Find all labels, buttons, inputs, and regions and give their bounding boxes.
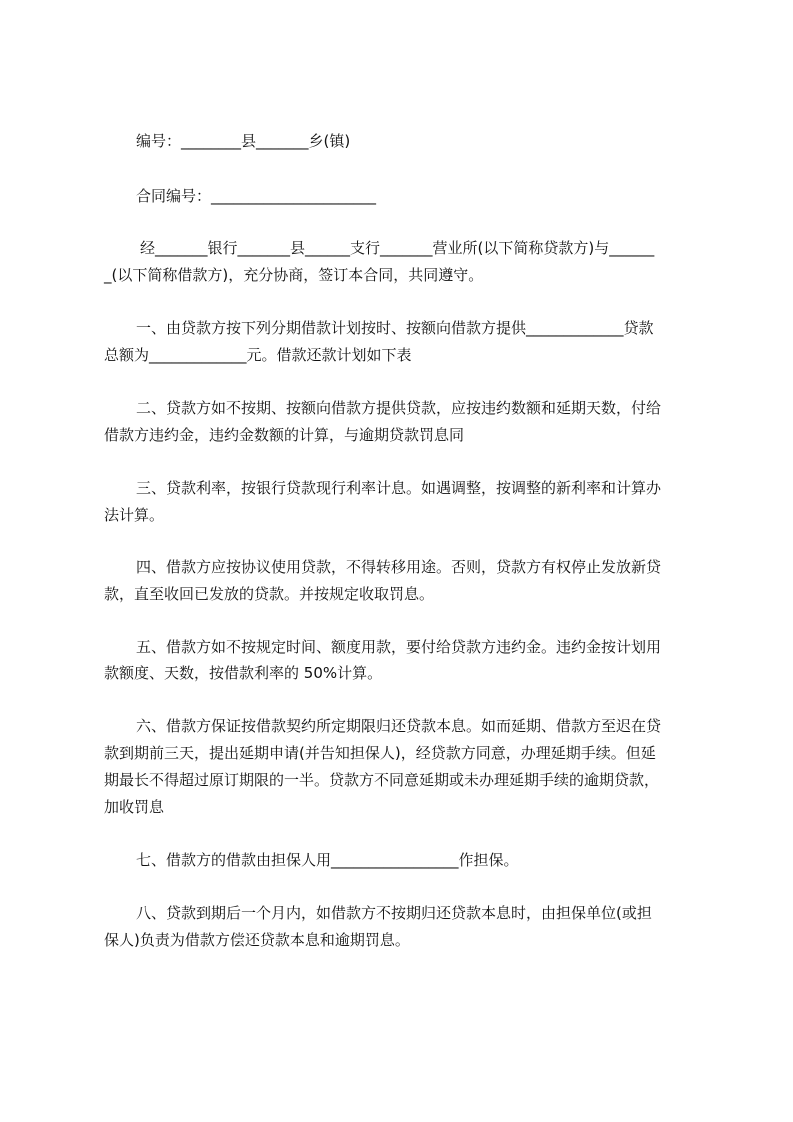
intro-line-1: 经_______银行_______县______支行_______营业所(以下简称贷款方)与______ [140, 239, 655, 257]
clause-6-line-1: 六、借款方保证按借款契约所定期限归还贷款本息。如而延期、借款方至迟在贷 [136, 717, 662, 735]
intro-line-2: _(以下简称借款方)，充分协商，签订本合同，共同遵守。 [104, 266, 484, 284]
clause-3-line-2: 法计算。 [104, 506, 165, 524]
clause-8-line-2: 保人)负责为借款方偿还贷款本息和逾期罚息。 [104, 931, 410, 949]
clause-6-line-2: 款到期前三天，提出延期申请(并告知担保人)，经贷款方同意，办理延期手续。但延 [104, 744, 656, 762]
clause-5-line-1: 五、借款方如不按规定时间、额度用款，要付给贷款方违约金。违约金按计划用 [136, 638, 662, 656]
clause-1-line-2: 总额为_____________元。借款还款计划如下表 [104, 346, 412, 364]
clause-2-line-1: 二、贷款方如不按期、按额向借款方提供贷款，应按违约数额和延期天数，付给 [136, 399, 662, 417]
clause-7-line-1: 七、借款方的借款由担保人用_________________作担保。 [136, 851, 519, 869]
contract-number-line: 合同编号：______________________ [136, 187, 377, 205]
clause-1-line-1: 一、由贷款方按下列分期借款计划按时、按额向借款方提供_____________贷款 [136, 319, 654, 337]
county-number-line: 编号：________县_______乡(镇) [136, 132, 351, 150]
clause-2-line-2: 借款方违约金，违约金数额的计算，与逾期贷款罚息同 [104, 426, 465, 444]
clause-4-line-1: 四、借款方应按协议使用贷款，不得转移用途。否则，贷款方有权停止发放新贷 [136, 558, 662, 576]
clause-3-line-1: 三、贷款利率，按银行贷款现行利率计息。如遇调整，按调整的新利率和计算办 [136, 479, 662, 497]
clause-5-line-2: 款额度、天数，按借款利率的 50%计算。 [104, 664, 383, 682]
clause-6-line-4: 加收罚息 [104, 798, 165, 816]
clause-6-line-3: 期最长不得超过原订期限的一半。贷款方不同意延期或未办理延期手续的逾期贷款， [104, 771, 660, 789]
clause-4-line-2: 款，直至收回已发放的贷款。并按规定收取罚息。 [104, 585, 435, 603]
clause-8-line-1: 八、贷款到期后一个月内，如借款方不按期归还贷款本息时，由担保单位(或担 [136, 904, 652, 922]
